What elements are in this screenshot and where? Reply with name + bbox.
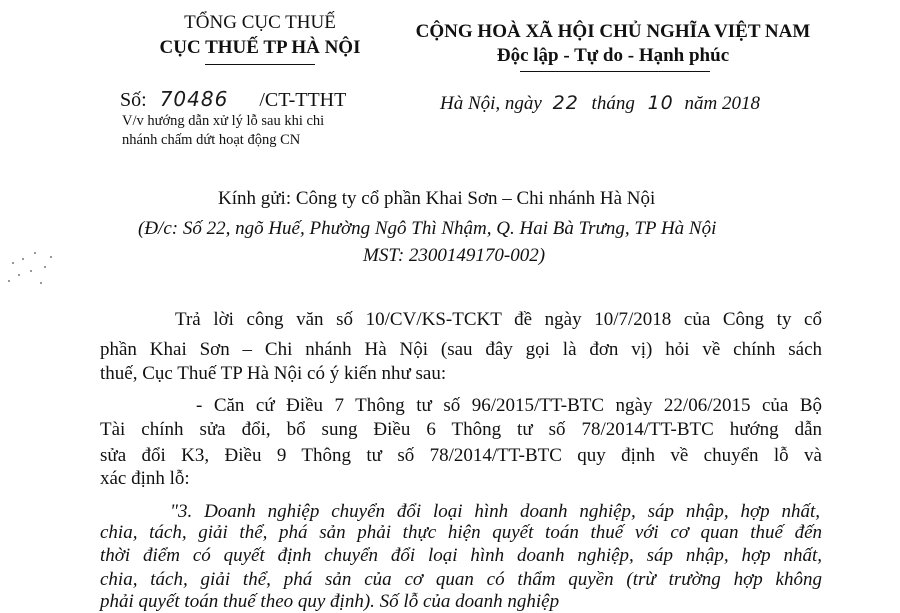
para1-line-1: Trả lời công văn số 10/CV/KS-TCKT đề ngày 10/7/2018 của Công ty cổ	[175, 309, 822, 330]
quote-line-1: "3. Doanh nghiệp chuyển đổi loại hình doanh nghiệp, sáp nhập, hợp nhất,	[170, 501, 820, 522]
document-number	[120, 87, 346, 112]
national-motto: Độc lập - Tự do - Hạnh phúc	[496, 45, 730, 66]
para2-line-3: sửa đổi K3, Điều 9 Thông tư số 78/2014/TT-BTC quy định về chuyển lỗ và	[100, 445, 822, 466]
date-year: năm 2018	[684, 93, 760, 114]
number-suffix: /CT-TTHT	[259, 89, 347, 111]
motto-underline	[520, 71, 710, 72]
nation-title: CỘNG HOÀ XÃ HỘI CHỦ NGHĨA VIỆT NAM	[415, 21, 811, 42]
issuing-authority: TỔNG CỤC THUẾ	[184, 12, 336, 33]
quote-line-5: phải quyết toán thuế theo quy định). Số lỗ của doanh nghiệp	[100, 591, 560, 612]
quote-line-3: thời điểm có quyết định chuyển đổi loại hình doanh nghiệp, sáp nhập, hợp nhất,	[100, 545, 822, 566]
number-handwritten: 70486	[159, 87, 229, 111]
para2-line-1: - Căn cứ Điều 7 Thông tư số 96/2015/TT-BTC ngày 22/06/2015 của Bộ	[196, 395, 822, 416]
date-prefix: Hà Nội, ngày	[440, 93, 542, 114]
department-underline	[205, 64, 315, 65]
quote-line-2: chia, tách, giải thể, phá sản phải thực hiện quyết toán thuế với cơ quan thuế đến	[100, 522, 822, 543]
recipient-address: (Đ/c: Số 22, ngõ Huế, Phường Ngô Thì Nhậm, Q. Hai Bà Trưng, TP Hà Nội	[138, 218, 717, 239]
para1-line-2: phần Khai Sơn – Chi nhánh Hà Nội (sau đây gọi là đơn vị) hỏi về chính sách	[100, 339, 822, 360]
date-month: 10	[647, 92, 674, 114]
para1-line-3: thuế, Cục Thuế TP Hà Nội có ý kiến như sau:	[100, 363, 447, 384]
date-day: 22	[552, 92, 579, 114]
date-month-label: tháng	[591, 93, 635, 114]
number-prefix: Số:	[120, 89, 147, 111]
recipient-tax-code: MST: 2300149170-002)	[363, 245, 546, 266]
subject-line-1: V/v hướng dẫn xử lý lỗ sau khi chi	[122, 113, 325, 129]
issue-date	[440, 92, 760, 115]
para2-line-2: Tài chính sửa đổi, bổ sung Điều 6 Thông tư số 78/2014/TT-BTC hướng dẫn	[100, 419, 822, 440]
para2-line-4: xác định lỗ:	[100, 468, 190, 489]
subject-line-2: nhánh chấm dứt hoạt động CN	[122, 132, 301, 148]
issuing-department: CỤC THUẾ TP HÀ NỘI	[159, 37, 361, 58]
recipient-line-1: Kính gửi: Công ty cổ phần Khai Sơn – Chi nhánh Hà Nội	[218, 188, 656, 209]
quote-line-4: chia, tách, giải thể, phá sản của cơ quan có thẩm quyền (trừ trường hợp không	[100, 569, 822, 590]
